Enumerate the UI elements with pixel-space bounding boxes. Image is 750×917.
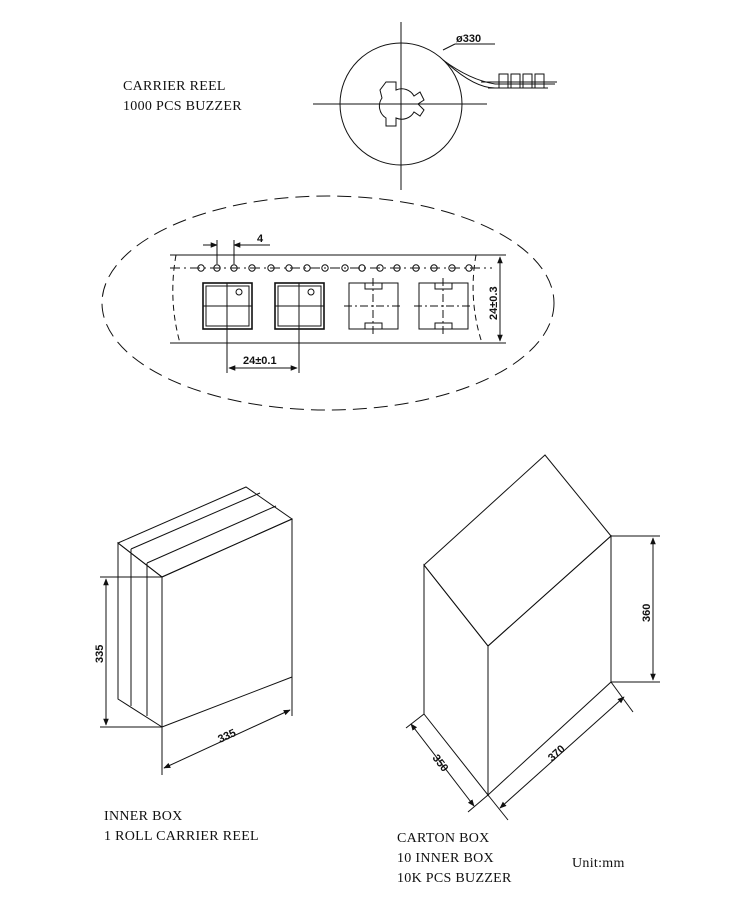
inner-box-front [118,543,162,727]
carton-box-caption-line3: 10K PCS BUZZER [397,871,512,886]
carton-box-length-label: 370 [545,743,568,765]
carton-box-height-label: 360 [641,603,653,622]
carton-box-caption-line1: CARTON BOX [397,831,490,846]
tape-width-label: 24±0.3 [488,286,500,320]
tape-detail-ellipse [102,196,554,410]
reel-tape-lead [443,60,495,84]
reel-title-line1: CARRIER REEL [123,79,226,94]
reel-diameter-label: ø330 [456,33,482,45]
tape-detail [102,196,554,410]
unit-label: Unit:mm [572,856,625,871]
hole-pitch-label: 4 [257,233,264,245]
pocket-1 [203,283,252,329]
inner-box-caption-line2: 1 ROLL CARRIER REEL [104,829,259,844]
reel-tape-pockets [499,74,544,88]
pocket-2 [275,283,324,329]
inner-box [94,487,292,844]
pocket-pitch-label: 24±0.1 [243,355,277,367]
carton-box-caption-line2: 10 INNER BOX [397,851,494,866]
inner-box-side [162,519,292,727]
pocket-3 [344,278,403,334]
carton-box-depth-label: 350 [429,752,451,775]
inner-box-caption-line1: INNER BOX [104,809,183,824]
pocket-4 [414,278,473,334]
carrier-reel [123,22,557,190]
inner-box-top [118,487,292,577]
inner-box-height-label: 335 [94,644,106,663]
carton-box-top [424,455,611,646]
carton-box [397,455,660,886]
inner-box-width-label: 335 [216,727,238,746]
reel-title-line2: 1000 PCS BUZZER [123,99,242,114]
